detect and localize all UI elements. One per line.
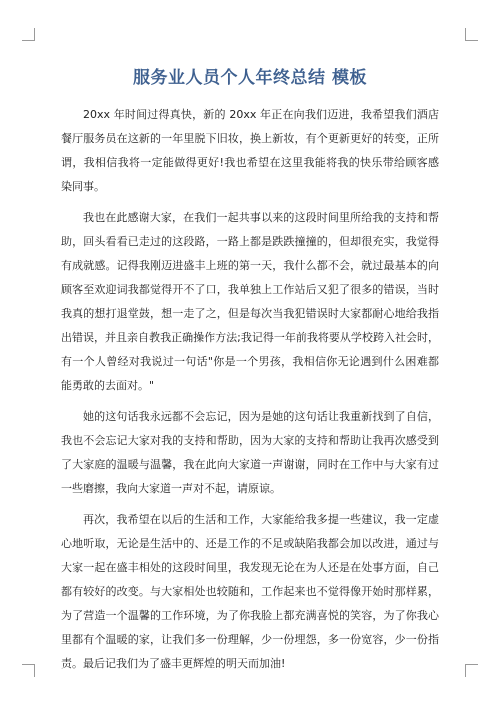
- document-title: 服务业人员个人年终总结 模板: [133, 68, 367, 88]
- paragraph-1: 20xx 年时间过得真快，新的 20xx 年正在向我们迈进，我希望我们酒店餐厅服务员在这新的一年里脱下旧妆，换上新妆，有个更新更好的转变，正所谓，我相信我将一定能做得更好!我也希望在这里我能将我的快乐带给顾客感染同事。: [61, 108, 439, 193]
- paragraph-4: 再次，我希望在以后的生活和工作，大家能给我多提一些建议，我一定虚心地听取，无论是生活中的、还是工作的不足或缺陷我都会加以改进，通过与大家一起在盛丰相处的这段时间里，我发现无论在为人还是在处事方面，自己都有较好的改变。与大家相处也较随和，工作起来也不觉得像开始时那样累，为了营造一个温馨的工作环境，为了你我脸上都充满喜悦的笑容，为了你我心里都有个温暖的家，让我们多一份理解，少一份埋怨，多一份宽容，少一份指责。最后记我们为了盛丰更辉煌的明天而加油!: [61, 513, 439, 670]
- paragraph-3: 她的这句话我永远都不会忘记，因为是她的这句话让我重新找到了自信，我也不会忘记大家对我的支持和帮助，因为大家的支持和帮助让我再次感受到了大家庭的温暖与温馨，我在此向大家道一声谢谢，同时在工作中与大家有过一些磨擦，我向大家道一声对不起，请原谅。: [61, 410, 439, 495]
- crop-mark-top-right: [465, 28, 478, 41]
- crop-mark-bottom-left: [22, 664, 35, 677]
- crop-mark-bottom-right: [465, 664, 478, 677]
- paragraph-2: 我也在此感谢大家，在我们一起共事以来的这段时间里所给我的支持和帮助，回头看看已走过的这段路，一路上都是跌跌撞撞的，但却很充实，我觉得有成就感。记得我刚迈进盛丰上班的第一天，我什么都不会，就过最基本的向顾客至欢迎词我都觉得开不了口，我单独上工作站后又犯了很多的错误，当时我真的想打退堂鼓，想一走了之，但是每次当我犯错误时大家都耐心地给我指出错误，并且亲自教我正确操作方法;我记得一年前我将要从学校跨入社会时，有一个人曾经对我说过一句话"你是一个男孩，我相信你无论遇到什么困难都能勇敢的去面对。": [61, 211, 439, 392]
- document-body: [61, 103, 439, 683]
- crop-mark-top-left: [22, 28, 35, 41]
